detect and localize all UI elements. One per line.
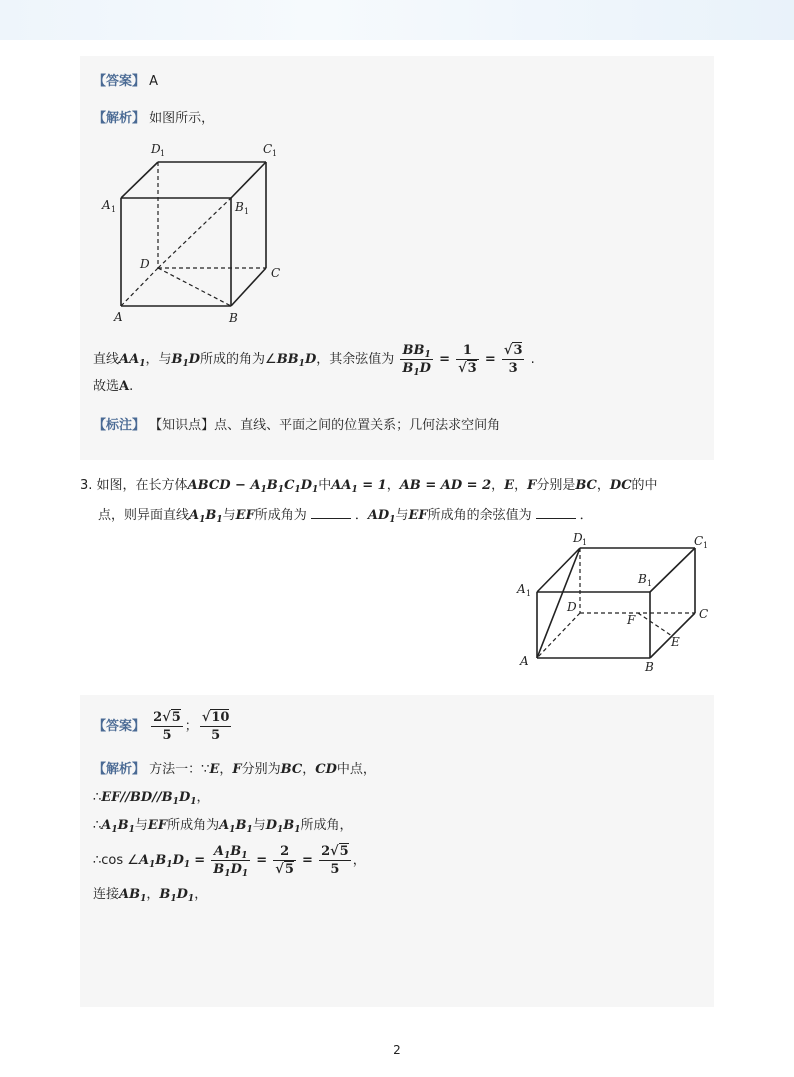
- text-fragment: ，: [219, 762, 233, 777]
- math-a1b1: $A_1B_1$: [189, 508, 223, 525]
- math-bc: BC: [575, 478, 597, 493]
- equals-sign: =: [484, 352, 496, 367]
- math-aa1-eq-1: $AA_1 = 1$: [331, 478, 387, 495]
- math-bc: BC: [280, 762, 303, 777]
- math-b1d: $B_1D$: [171, 352, 201, 369]
- math-ef: EF: [235, 508, 255, 523]
- text-fragment: 连接: [93, 887, 120, 902]
- q2-answer-line: [93, 72, 158, 92]
- math-ab-ad-eq-2: AB = AD = 2: [399, 478, 492, 493]
- therefore-symbol: ∴: [93, 818, 102, 833]
- equals-sign: =: [256, 853, 268, 868]
- text-fragment: 如图，在长方体: [96, 478, 188, 493]
- text-fragment: ，: [386, 478, 400, 493]
- vertex-label-d1: D: [151, 142, 161, 156]
- math-dc: DC: [609, 478, 632, 493]
- vertex-subscript: 1: [582, 538, 588, 547]
- text-fragment: 与: [252, 818, 266, 833]
- text-fragment: 分别为: [241, 762, 281, 777]
- q3-analysis-line-2: [93, 788, 210, 808]
- q3-statement-line-2: [98, 504, 593, 526]
- math-b1d1: $B_1D_1$: [159, 887, 195, 904]
- math-a1b1: $A_1B_1$: [219, 818, 253, 835]
- q3-cuboid-figure: [510, 528, 720, 678]
- conclusion-letter: A: [119, 379, 130, 394]
- q2-note-line: [93, 416, 500, 436]
- cos-prefix: ∴cos ∠: [93, 853, 139, 868]
- q3-answer-line: [93, 707, 233, 747]
- math-a1b1: $A_1B_1$: [101, 818, 135, 835]
- text-fragment: 的中: [631, 478, 658, 493]
- vertex-label-c1: C: [263, 142, 273, 156]
- q2-answer-value: A: [149, 74, 159, 89]
- math-d1b1: $D_1B_1$: [265, 818, 301, 835]
- vertex-label-a: A: [114, 310, 123, 324]
- fraction-2sqrt5-over-5: $\frac{2√5}{5}$: [321, 844, 349, 877]
- math-a1b1d1: $A_1B_1D_1$: [138, 853, 191, 870]
- period: .: [530, 352, 535, 367]
- q3-answer-box: [80, 695, 714, 1007]
- equals-sign: =: [439, 352, 450, 367]
- q3-analysis-line-1: [93, 760, 376, 780]
- text-fragment: ，: [146, 887, 160, 902]
- text-fragment: ，: [194, 887, 208, 902]
- math-f: F: [527, 478, 537, 493]
- math-ad1: $AD_1$: [367, 508, 396, 525]
- text-fragment: 所成的角为∠: [200, 352, 277, 367]
- vertex-label-d1: D: [573, 531, 583, 545]
- fraction-sqrt10-over-5: $\frac{√10}{5}$: [201, 710, 230, 743]
- fraction-2-over-sqrt5: $\frac{2}{√5}$: [275, 844, 294, 877]
- text-fragment: ，: [514, 478, 528, 493]
- vertex-subscript: 1: [703, 541, 709, 550]
- text-fragment: 方法一：∵: [149, 762, 210, 777]
- text-fragment: 所成角为: [167, 818, 220, 833]
- q3-analysis-line-5: [93, 885, 207, 905]
- conclusion-text: 故选: [93, 379, 120, 394]
- analysis-label: 【解析】: [93, 762, 146, 777]
- top-decoration-band: [0, 0, 794, 40]
- period: .: [129, 379, 134, 394]
- question-number: 3.: [80, 478, 93, 493]
- point-label-f: F: [627, 613, 636, 627]
- text-fragment: 与: [134, 818, 148, 833]
- vertex-label-c: C: [699, 607, 709, 621]
- text-fragment: ，: [196, 790, 210, 805]
- text-fragment: 分别是: [536, 478, 576, 493]
- text-fragment: ．: [354, 508, 368, 523]
- vertex-subscript: 1: [160, 149, 166, 158]
- math-e: E: [209, 762, 220, 777]
- vertex-label-b: B: [645, 660, 654, 674]
- math-ab1: $AB_1$: [119, 887, 147, 904]
- vertex-subscript: 1: [272, 149, 278, 158]
- answer-label: 【答案】: [93, 74, 146, 89]
- text-fragment: 直线: [93, 352, 120, 367]
- math-bb1d: $BB_1D$: [276, 352, 317, 369]
- vertex-subscript: 1: [111, 205, 117, 214]
- math-parallel-chain: $EF//BD//B_1D_1$: [101, 790, 197, 807]
- vertex-label-a: A: [520, 654, 529, 668]
- text-fragment: ．: [579, 508, 593, 523]
- vertex-label-b1: B: [638, 572, 647, 586]
- text-fragment: ，其余弦值为: [316, 352, 395, 367]
- fraction-sqrt3-over-3: $\frac{√3}{3}$: [503, 343, 523, 376]
- vertex-label-b: B: [229, 311, 238, 325]
- vertex-label-c1: C: [694, 534, 704, 548]
- vertex-label-a1: A: [102, 198, 111, 212]
- fraction-a1b1-over-b1d1: $\frac{A_1B_1}{B_1D_1}$: [213, 844, 249, 879]
- text-fragment: ，: [596, 478, 610, 493]
- text-fragment: 所成角为: [254, 508, 307, 523]
- q2-answer-box: [80, 56, 714, 460]
- text-fragment: ，与: [145, 352, 172, 367]
- equals-sign: =: [302, 853, 313, 868]
- vertex-subscript: 1: [526, 589, 532, 598]
- vertex-subscript: 1: [647, 579, 653, 588]
- q2-analysis-line: [93, 109, 214, 129]
- text-fragment: 中: [318, 478, 332, 493]
- text-fragment: 点，则异面直线: [98, 508, 190, 523]
- math-aa1: $AA_1$: [119, 352, 146, 369]
- math-cuboid: ABCD − $A_1B_1C_1D_1$: [187, 478, 319, 495]
- text-fragment: 所成角的余弦值为: [427, 508, 532, 523]
- text-fragment: 与: [222, 508, 236, 523]
- vertex-label-c: C: [271, 266, 281, 280]
- q3-analysis-line-4: [93, 841, 366, 881]
- q2-conclusion-line: [93, 377, 133, 397]
- text-fragment: 所成角，: [300, 818, 353, 833]
- math-cd: CD: [315, 762, 337, 777]
- text-fragment: ，: [352, 853, 366, 868]
- answer-label: 【答案】: [93, 719, 146, 734]
- fraction-bb1-over-b1d: $\frac{BB_1}{B_1D}$: [402, 343, 431, 378]
- equals-sign: =: [194, 853, 206, 868]
- q2-analysis-intro: 如图所示，: [149, 111, 215, 126]
- q3-statement-line-1: [80, 476, 658, 496]
- vertex-subscript: 1: [244, 207, 250, 216]
- vertex-label-a1: A: [517, 582, 526, 596]
- analysis-label: 【解析】: [93, 111, 146, 126]
- vertex-label-d: D: [140, 257, 150, 271]
- math-ef: EF: [408, 508, 428, 523]
- text-fragment: ，: [302, 762, 316, 777]
- fraction-2sqrt5-over-5: $\frac{2√5}{5}$: [153, 710, 181, 743]
- page-number: 2: [393, 1043, 401, 1057]
- vertex-label-d: D: [567, 600, 577, 614]
- math-f: F: [232, 762, 242, 777]
- answer-separator: ；: [184, 719, 198, 734]
- vertex-label-b1: B: [235, 200, 244, 214]
- math-e: E: [504, 478, 515, 493]
- text-fragment: 中点，: [336, 762, 376, 777]
- text-fragment: 与: [395, 508, 409, 523]
- therefore-symbol: ∴: [93, 790, 102, 805]
- answer-blank-1[interactable]: [311, 504, 351, 519]
- note-label: 【标注】: [93, 418, 146, 433]
- q2-cosine-line: [93, 340, 535, 380]
- q2-cube-figure: [98, 138, 298, 328]
- q3-analysis-line-3: [93, 816, 353, 836]
- point-label-e: E: [671, 635, 680, 649]
- q2-note-text: 【知识点】点、直线、平面之间的位置关系；几何法求空间角: [149, 418, 501, 433]
- answer-blank-2[interactable]: [536, 504, 576, 519]
- fraction-1-over-sqrt3: $\frac{1}{√3}$: [458, 343, 477, 376]
- text-fragment: ，: [491, 478, 505, 493]
- math-ef: EF: [147, 818, 168, 833]
